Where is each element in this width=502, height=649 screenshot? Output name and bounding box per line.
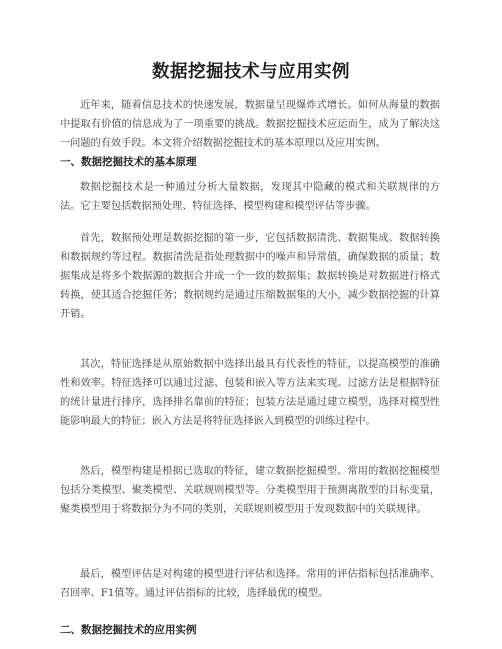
page-title: 数据挖掘技术与应用实例 [152,62,350,82]
section-1-paragraph-2 [60,229,440,324]
paragraph-text: 首先，数据预处理是数据挖掘的第一步，它包括数据清洗、数据集成、数据转换和数据规约等过程。数据清洗是指处理数据中的噪声和异常值，确保数据的质量；数据集成是将多个数据源的数据合并成一个一致的数据集；数据转换是对数据进行格式转换，使其适合挖掘任务；数据规约是通过压缩数据集的大小，减少数据挖掘的计算开销。 [60,233,440,320]
paragraph-text: 然后，模型构建是根据已选取的特征，建立数据挖掘模型。常用的数据挖掘模型包括分类模型、聚类模型、关联规则模型等。分类模型用于预测离散型的目标变量，聚类模型用于将数据分为不同的类别，关联规则模型用于发现数据中的关联规律。 [60,466,440,515]
section-1-paragraph-4 [60,462,440,519]
section-1-paragraph-3 [60,355,440,431]
intro-paragraph [60,96,440,153]
section-1-heading: 一、数据挖掘技术的基本原理 [60,156,197,168]
paragraph-text: 数据挖掘技术是一种通过分析大量数据，发现其中隐藏的模式和关联规律的方法。它主要包括数据预处理、特征选择、模型构建和模型评估等步骤。 [60,182,440,212]
section-1-paragraph-1 [60,178,440,216]
intro-text: 近年来，随着信息技术的快速发展，数据量呈现爆炸式增长。如何从海量的数据中提取有价值的信息成为了一项重要的挑战。数据挖掘技术应运而生，成为了解决这一问题的有效手段。本文将介绍数据挖掘技术的基本原理以及应用实例。 [60,100,440,149]
section-2-heading: 二、数据挖掘技术的应用实例 [60,624,197,636]
paragraph-text: 其次，特征选择是从原始数据中选择出最具有代表性的特征，以提高模型的准确性和效率。特征选择可以通过过滤、包装和嵌入等方法来实现。过滤方法是根据特征的统计量进行排序，选择排名靠前的特征；包装方法是通过建立模型，选择对模型性能影响最大的特征；嵌入方法是将特征选择嵌入到模型的训练过程中。 [60,359,440,427]
paragraph-text: 最后，模型评估是对构建的模型进行评估和选择。常用的评估指标包括准确率、召回率、F1值等。通过评估指标的比较，选择最优的模型。 [60,569,440,599]
section-1-paragraph-5 [60,565,440,603]
